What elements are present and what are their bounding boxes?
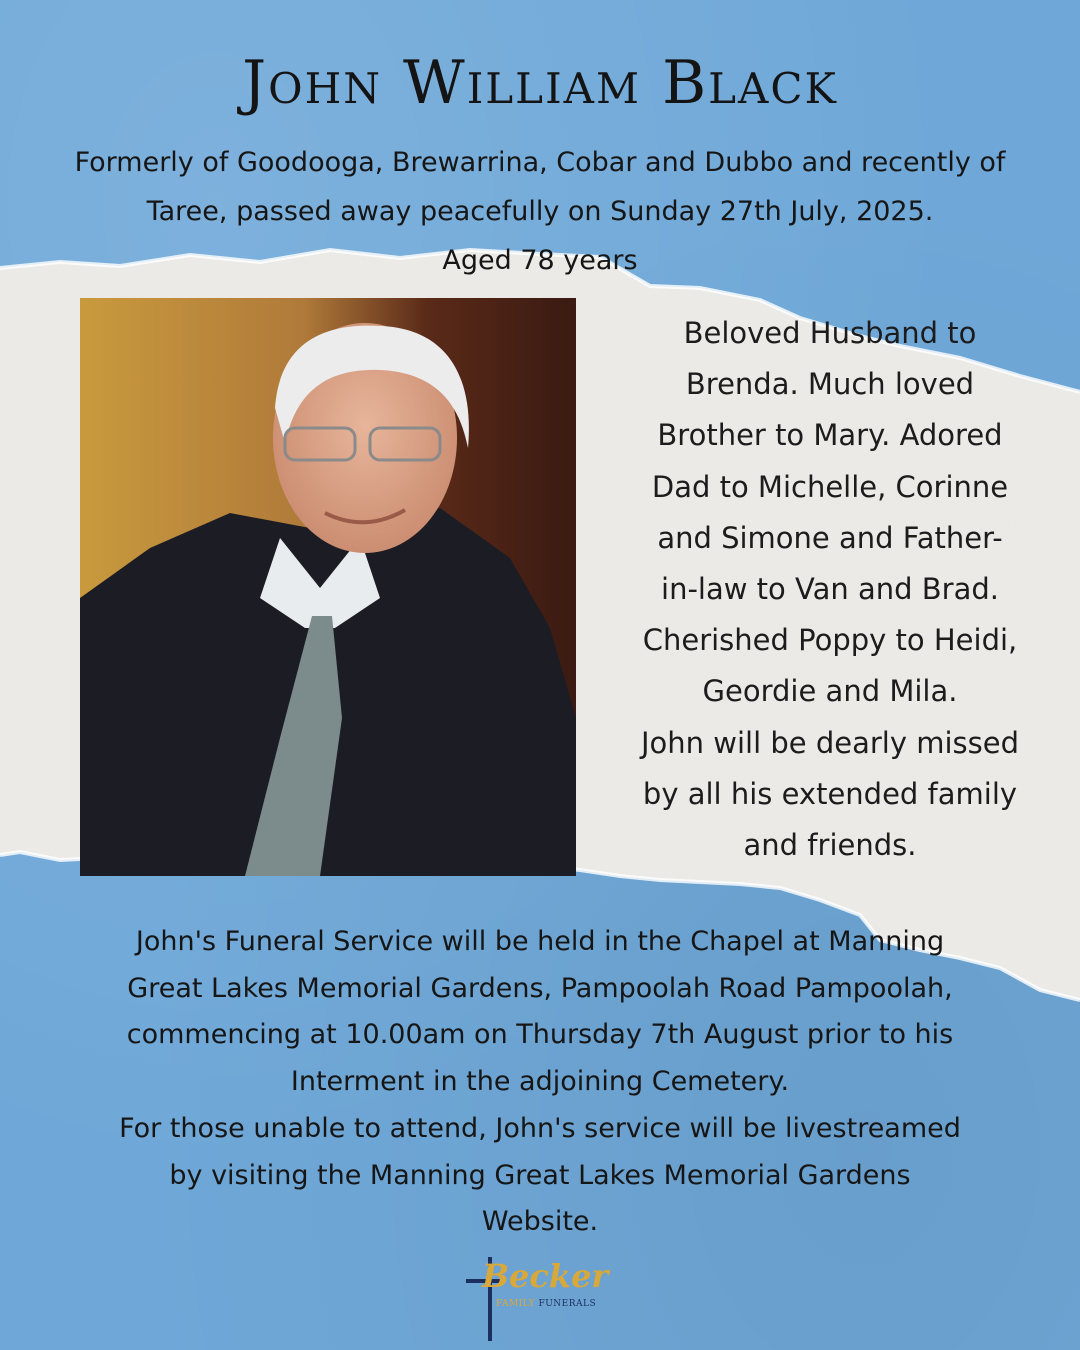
- service-line: commencing at 10.00am on Thursday 7th August prior to his: [126, 1019, 954, 1051]
- intro-line: Formerly of Goodooga, Brewarrina, Cobar and Dubbo and recently of: [74, 147, 1006, 178]
- tribute-line: by all his extended family: [642, 776, 1018, 811]
- logo-name: Becker: [482, 1257, 609, 1295]
- deceased-name: John William Black: [242, 48, 838, 118]
- tribute-line: and Simone and Father-: [657, 520, 1003, 555]
- service-line: Interment in the adjoining Cemetery.: [290, 1066, 790, 1098]
- service-line: Great Lakes Memorial Gardens, Pampoolah Road Pampoolah,: [127, 972, 953, 1004]
- tribute-line: Brother to Mary. Adored: [657, 418, 1003, 453]
- tribute-line: and friends.: [743, 828, 917, 863]
- logo-funerals: FUNERALS: [538, 1299, 597, 1309]
- logo-subtitle: [496, 1299, 596, 1309]
- tribute-line: Beloved Husband to: [683, 316, 977, 350]
- service-details: [30, 919, 1050, 1246]
- livestream-line: by visiting the Manning Great Lakes Memorial Gardens: [169, 1159, 911, 1191]
- logo-family: FAMILY: [496, 1299, 536, 1309]
- service-line: John's Funeral Service will be held in the Chapel at Manning: [135, 926, 945, 957]
- tribute-line: John will be dearly missed: [640, 725, 1019, 760]
- portrait-photo: [80, 298, 576, 876]
- livestream-line: For those unable to attend, John's service will be livestreamed: [119, 1112, 961, 1144]
- intro-line: Taree, passed away peacefully on Sunday 27th July, 2025.: [146, 196, 934, 227]
- livestream-line: Website.: [481, 1206, 599, 1238]
- intro-text: [40, 138, 1040, 285]
- tribute-line: Brenda. Much loved: [685, 367, 975, 402]
- tribute-text: [605, 308, 1055, 871]
- age-line: Aged 78 years: [442, 245, 638, 276]
- tribute-line: Cherished Poppy to Heidi,: [642, 623, 1018, 658]
- tribute-line: Dad to Michelle, Corinne: [651, 469, 1009, 504]
- tribute-line: in-law to Van and Brad.: [661, 572, 999, 607]
- tribute-line: Geordie and Mila.: [702, 674, 958, 709]
- becker-family-funerals-logo: [462, 1255, 612, 1345]
